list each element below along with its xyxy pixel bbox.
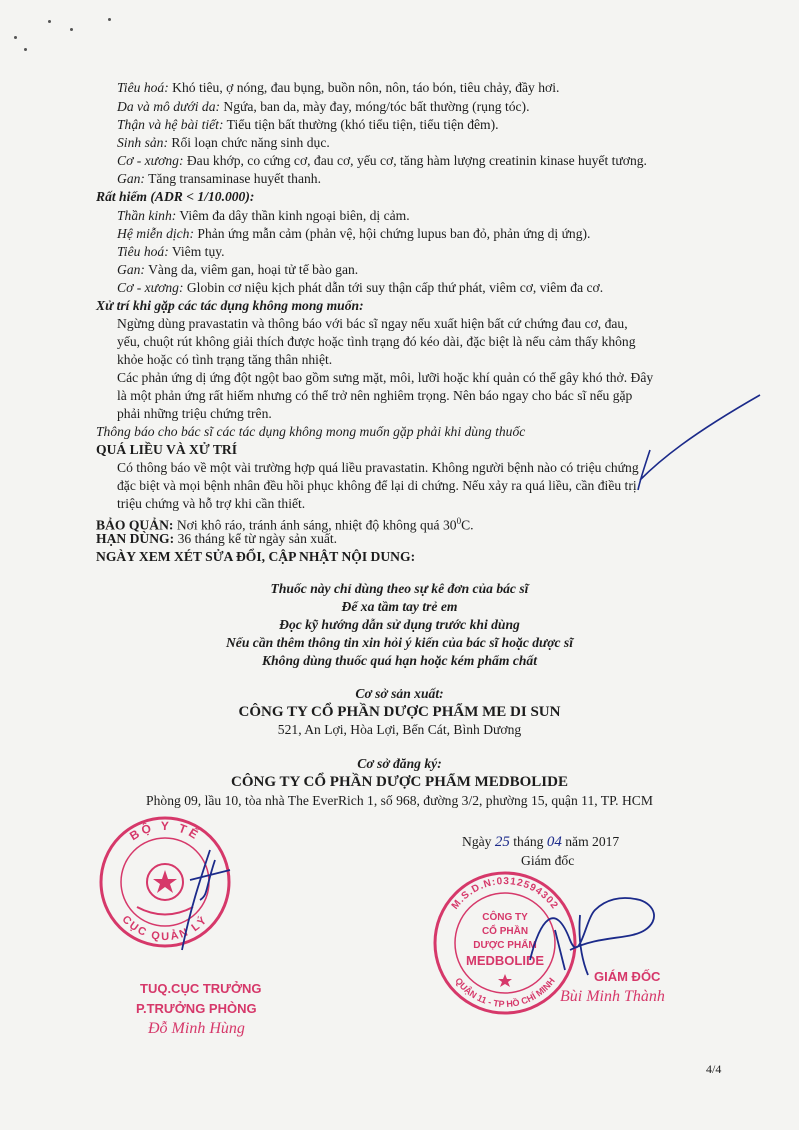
label: Thận và hệ bài tiết: [117, 117, 224, 132]
side-effect-da [117, 98, 529, 116]
company-stamp-center3: DƯỢC PHẨM [473, 940, 537, 951]
registrant-label: Cơ sở đăng ký: [357, 756, 442, 771]
expiry-label: HẠN DÙNG: [96, 531, 175, 546]
rare-co-xuong [117, 279, 603, 297]
left-signer-line1: TUQ.CỤC TRƯỞNG [140, 981, 262, 996]
date-year: năm 2017 [561, 834, 620, 849]
management-p1-line: Ngừng dùng pravastatin và thông báo với bác sĩ ngay nếu xuất hiện bất cứ chứng đau cơ, đau, [117, 316, 628, 331]
company-stamp-ring-text: M.S.D.N:0312594302 [449, 875, 561, 912]
company-stamp-ring-text-2: QUẬN 11 - TP HỒ CHÍ MINH [453, 975, 557, 1010]
expiry-line [96, 530, 337, 548]
pen-mark [620, 390, 770, 500]
text: Phản ứng mẫn cảm (phản vệ, hội chứng lupus ban đỏ, phản ứng dị ứng). [194, 226, 591, 241]
date-prefix: Ngày [462, 834, 495, 849]
ministry-stamp-top-text: BỘ Y TẾ [127, 818, 203, 844]
date-day: 25 [494, 834, 510, 850]
overdose-line: Có thông báo về một vài trường hợp quá liều pravastatin. Không người bệnh nào có triệu chứng [117, 460, 639, 475]
side-effect-tieu-hoa [117, 79, 559, 97]
label: Cơ - xương: [117, 280, 184, 295]
text: Đau khớp, co cứng cơ, đau cơ, yếu cơ, tăng hàm lượng creatinin kinase huyết tương. [183, 153, 647, 168]
label: Gan: [117, 262, 145, 277]
manufacturer-label: Cơ sở sản xuất: [355, 686, 444, 701]
label: Da và mô dưới da: [117, 99, 221, 114]
storage-text: Nơi khô ráo, tránh ánh sáng, nhiệt độ không quá 30 [173, 517, 457, 533]
review-heading: NGÀY XEM XÉT SỬA ĐỔI, CẬP NHẬT NỘI DUNG: [96, 549, 416, 564]
scan-speck [48, 20, 51, 23]
label: Sinh sản: [117, 135, 168, 150]
manufacturer-address: 521, An Lợi, Hòa Lợi, Bến Cát, Bình Dương [277, 722, 522, 737]
storage-degree: 0 [456, 516, 462, 526]
side-effect-than [117, 116, 499, 134]
right-signer-title: GIÁM ĐỐC [594, 969, 661, 984]
label: Thần kinh: [117, 208, 177, 223]
label: Tiêu hoá: [117, 80, 169, 95]
company-stamp-center2: CỔ PHẦN [481, 926, 529, 937]
right-signer-name: Bùi Minh Thành [560, 988, 665, 1005]
management-notice: Thông báo cho bác sĩ các tác dụng không mong muốn gặp phải khi dùng thuốc [96, 424, 526, 439]
label: Cơ - xương: [117, 153, 184, 168]
text: Viêm đa dây thần kinh ngoại biên, dị cảm. [176, 208, 410, 223]
date-month: 04 [546, 834, 562, 850]
warning-line: Để xa tầm tay trẻ em [341, 599, 458, 614]
company-stamp-center4: MEDBOLIDE [466, 953, 544, 968]
expiry-text: 36 tháng kể từ ngày sản xuất. [174, 531, 338, 546]
management-p1-line: yếu, chuột rút không giải thích được hoặc tình trạng đó kéo dài, đặc biệt là nếu cảm thấy không [117, 334, 636, 349]
label: Hệ miễn dịch: [117, 226, 195, 241]
text: Tiểu tiện bất thường (khó tiểu tiện, tiểu tiện đêm). [223, 117, 499, 132]
management-p2-line: Các phản ứng dị ứng đột ngột bao gồm sưng mặt, môi, lưỡi hoặc khí quản có thể gây khó thở. Đây [117, 370, 654, 385]
manufacturer-name: CÔNG TY CỔ PHẦN DƯỢC PHẨM ME DI SUN [238, 704, 561, 720]
warning-line: Nếu cần thêm thông tin xin hỏi ý kiến của bác sĩ hoặc dược sĩ [225, 635, 573, 650]
date-month-label: tháng [509, 834, 547, 849]
text: Vàng da, viêm gan, hoại tử tế bào gan. [144, 262, 359, 277]
overdose-heading: QUÁ LIỀU VÀ XỬ TRÍ [96, 442, 237, 457]
page-number: 4/4 [706, 1062, 722, 1076]
overdose-line: triệu chứng và hỗ trợ khi cần thiết. [117, 496, 306, 511]
scan-speck [108, 18, 111, 21]
rare-than-kinh [117, 207, 410, 225]
registrant-address: Phòng 09, lầu 10, tòa nhà The EverRich 1, số 968, đường 3/2, phường 15, quận 11, TP. HCM [146, 793, 653, 808]
company-stamp-center1: CÔNG TY [482, 912, 528, 923]
rare-gan [117, 261, 358, 279]
ministry-stamp-bottom-text: CỤC QUẢN LÝ [119, 913, 211, 944]
storage-unit: C. [461, 517, 474, 533]
management-p1-line: khỏe hoặc có tình trạng tăng thân nhiệt. [117, 352, 333, 367]
side-effect-gan [117, 170, 321, 188]
storage-label: BẢO QUẢN: [96, 517, 174, 533]
rare-tieu-hoa [117, 243, 225, 261]
director-title: Giám đốc [521, 853, 575, 868]
management-heading: Xử trí khi gặp các tác dụng không mong muốn: [96, 298, 364, 313]
registrant-name: CÔNG TY CỔ PHẦN DƯỢC PHẨM MEDBOLIDE [231, 774, 568, 790]
management-p2-line: phải những triệu chứng trên. [117, 406, 272, 421]
scan-speck [24, 48, 27, 51]
side-effect-sinh-san [117, 134, 330, 152]
signature-date [462, 833, 619, 851]
overdose-line: đặc biệt và mọi bệnh nhân đều hồi phục không để lại di chứng. Nếu xảy ra quá liều, cần điều trị [117, 478, 637, 493]
management-p2-line: là một phản ứng rất hiếm nhưng có thể trở nên nghiêm trọng. Nên báo ngay cho bác sĩ nếu gặp [117, 388, 633, 403]
left-signer-name: Đỗ Minh Hùng [148, 1020, 245, 1037]
warning-line: Không dùng thuốc quá hạn hoặc kém phẩm chất [262, 653, 537, 668]
side-effect-co-xuong [117, 152, 647, 170]
scan-speck [70, 28, 73, 31]
text: Globin cơ niệu kịch phát dẫn tới suy thận cấp thứ phát, viêm cơ, viêm đa cơ. [183, 280, 604, 295]
text: Viêm tụy. [168, 244, 225, 259]
label: Tiêu hoá: [117, 244, 169, 259]
left-signer-line2: P.TRƯỞNG PHÒNG [136, 1001, 257, 1016]
text: Rối loạn chức năng sinh dục. [167, 135, 330, 150]
label: Gan: [117, 171, 145, 186]
rare-mien-dich [117, 225, 590, 243]
text: Khó tiêu, ợ nóng, đau bụng, buồn nôn, nôn, táo bón, tiêu chảy, đầy hơi. [168, 80, 560, 95]
warning-line: Thuốc này chỉ dùng theo sự kê đơn của bác sĩ [270, 581, 529, 596]
text: Tăng transaminase huyết thanh. [144, 171, 321, 186]
text: Ngứa, ban da, mày đay, móng/tóc bất thường (rụng tóc). [220, 99, 530, 114]
warning-line: Đọc kỹ hướng dẫn sử dụng trước khi dùng [279, 617, 520, 632]
rare-heading: Rất hiếm (ADR < 1/10.000): [96, 189, 255, 204]
left-signature [160, 840, 240, 960]
scan-speck [14, 36, 17, 39]
